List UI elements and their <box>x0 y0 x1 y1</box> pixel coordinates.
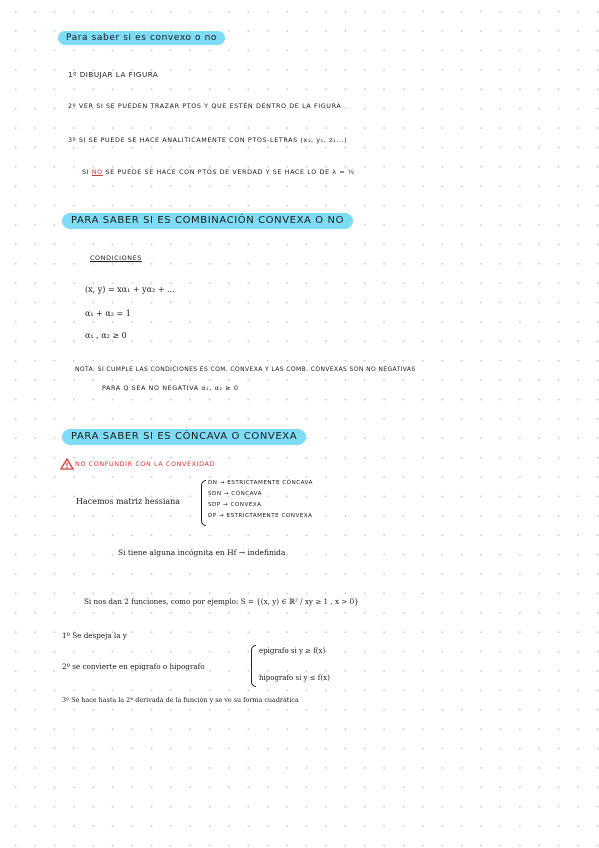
incognita-note: Si tiene alguna incógnita en Hf → indefinida <box>118 548 286 557</box>
epigrafo-brace <box>251 645 256 687</box>
warning <box>60 458 215 470</box>
hessiana-option-sdn: SDN → CÓNCAVA <box>208 491 262 497</box>
nota-line2: PARA Q SEA NO NEGATIVA α₁, α₂ ≥ 0 <box>102 384 239 392</box>
hessiana-label: Hacemos matriz hessiana <box>76 497 181 506</box>
hessiana-option-sdp: SDP → CONVEXA <box>208 502 262 508</box>
section1-note <box>82 168 355 176</box>
hipografo-condition: hipografo si y ≤ f(x) <box>259 674 330 682</box>
section1-title: Para saber si es convexo o no <box>58 31 225 45</box>
warning-text: NO CONFUNDIR CON LA CONVEXIDAD <box>75 460 215 468</box>
hessiana-option-dp: DP → ESTRICTAMENTE CONVEXA <box>208 513 313 519</box>
section1-step1: 1º DIBUJAR LA FIGURA <box>68 70 159 79</box>
epigrafo-condition: epigrafo si y ≥ f(x) <box>259 647 326 655</box>
equation-combination: (x, y) = xα₁ + yα₂ + ... <box>85 285 175 294</box>
example-line: Si nos dan 2 funciones, como por ejemplo: S = {(x, y) ∈ ℝ² / xy ≥ 1 , x > 0} <box>84 597 359 606</box>
note-no-emphasis: NO <box>91 168 103 176</box>
conditions-label: CONDICIONES <box>90 254 142 262</box>
hessiana-options <box>208 480 313 524</box>
equation-sum-one: α₁ + α₂ = 1 <box>85 309 131 318</box>
section3-step1: 1º Se despeja la y <box>62 631 127 640</box>
section3-step3: 3º Se hace hasta la 2ª derivada de la función y se ve su forma cuadrática <box>62 696 299 704</box>
note-pre: SI <box>82 168 90 176</box>
hessiana-brace <box>201 480 206 526</box>
section2-title: PARA SABER SI ES COMBINACIÓN CONVEXA O NO <box>62 213 353 229</box>
section3-step2: 2º se convierte en epigrafo o hipografo <box>62 662 205 671</box>
equation-nonnegative: α₁ , α₂ ≥ 0 <box>85 331 127 340</box>
nota-line1: NOTA: SI CUMPLE LAS CONDICIONES ES COM. CONVEXA Y LAS COMB. CONVEXAS SON NO NEGATIVAS <box>75 366 416 373</box>
section1-step2: 2º VER SI SE PUEDEN TRAZAR PTOS Y QUE ESTÉN DENTRO DE LA FIGURA <box>68 102 342 110</box>
warning-icon <box>60 458 74 470</box>
note-post: SE PUEDE SE HACE CON PTOS DE VERDAD Y SE HACE LO DE λ = ½ <box>105 168 355 176</box>
section3-title: PARA SABER SI ES CÓNCAVA O CONVEXA <box>62 429 306 445</box>
hessiana-option-dn: DN → ESTRICTAMENTE CÓNCAVA <box>208 480 313 486</box>
section1-step3: 3º SI SE PUEDE SE HACE ANALITICAMENTE CON PTOS-LETRAS (x₁, y₁, z₁...) <box>68 136 348 144</box>
